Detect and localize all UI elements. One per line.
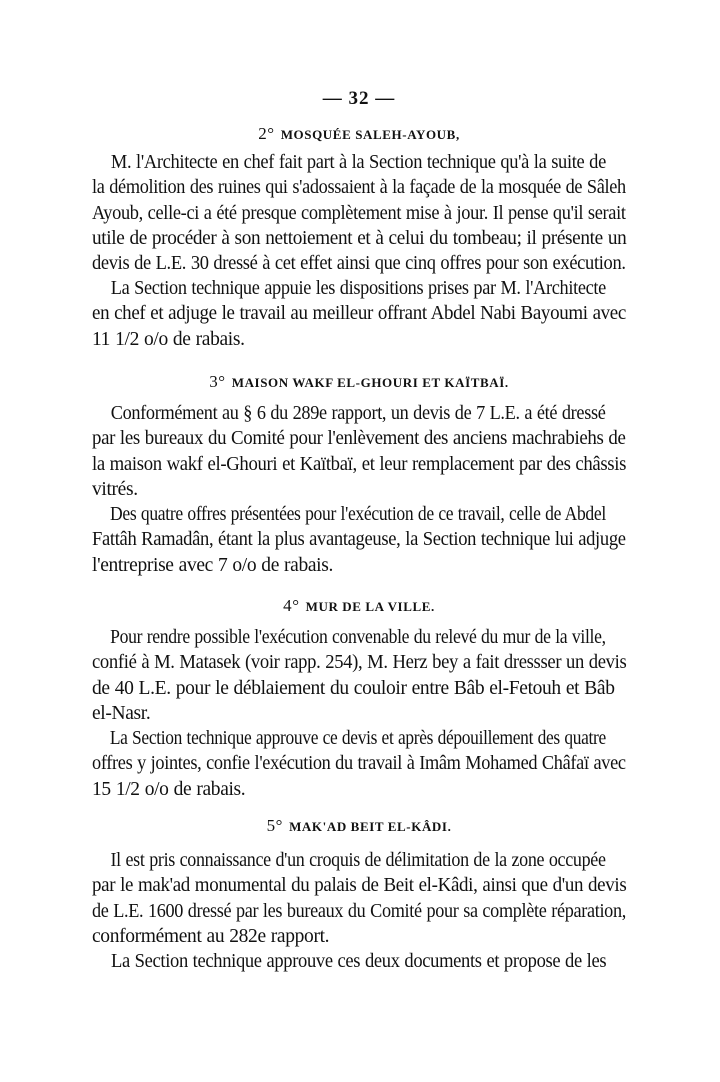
paragraph xyxy=(92,625,626,726)
text-line: utile de procéder à son nettoiement et à celui du tombeau; il présente un xyxy=(92,227,627,249)
text-line: Fattâh Ramadân, étant la plus avantageuse, la Section technique lui adjuge xyxy=(92,529,626,551)
section-title: MUR DE LA VILLE. xyxy=(305,599,435,614)
text-line: La Section technique approuve ce devis et après dépouillement des quatre xyxy=(109,728,606,749)
text-line: 11 1/2 o/o de rabais. xyxy=(92,328,245,350)
section-title: MOSQUÉE SALEH-AYOUB, xyxy=(280,127,460,142)
section-heading-2 xyxy=(92,124,626,144)
paragraph xyxy=(92,150,626,276)
text-line: Conformément au § 6 du 289e rapport, un devis de 7 L.E. a été dressé xyxy=(110,403,606,424)
text-line: l'entreprise avec 7 o/o de rabais. xyxy=(92,554,334,576)
text-line: conformément au 282e rapport. xyxy=(92,925,330,947)
page-number: — 32 — xyxy=(322,88,396,109)
text-line: de L.E. 1600 dressé par les bureaux du Comité pour sa complète réparation, xyxy=(92,900,626,922)
text-line: la maison wakf el-Ghouri et Kaïtbaï, et leur remplacement par des châssis xyxy=(92,453,627,475)
section-title: MAISON WAKF EL-GHOURI ET KAÏTBAÏ. xyxy=(231,375,509,390)
text-line: vitrés. xyxy=(92,478,138,500)
section-number: 3° xyxy=(209,372,226,391)
text-line: en chef et adjuge le travail au meilleur offrant Abdel Nabi Bayoumi avec xyxy=(92,303,626,325)
paragraph xyxy=(92,949,626,974)
text-line: Ayoub, celle-ci a été presque complètement mise à jour. Il pense qu'il serait xyxy=(92,202,626,224)
paragraph xyxy=(92,726,626,802)
section-heading-3 xyxy=(92,372,626,392)
section-heading-4 xyxy=(92,596,626,616)
paragraph xyxy=(92,401,626,502)
text-line: de 40 L.E. pour le déblaiement du couloir entre Bâb el-Fetouh et Bâb xyxy=(92,677,615,699)
section-number: 5° xyxy=(266,816,284,835)
section-number: 4° xyxy=(283,596,300,615)
section-title: MAK'AD BEIT EL-KÂDI. xyxy=(289,819,452,834)
paragraph xyxy=(92,502,626,578)
text-line: Pour rendre possible l'exécution convenable du relevé du mur de la ville, xyxy=(110,627,606,648)
section-heading-5 xyxy=(92,816,626,836)
text-line: par le mak'ad monumental du palais de Beit el-Kâdi, ainsi que d'un devis xyxy=(92,875,627,897)
text-line: La Section technique approuve ces deux documents et propose de les xyxy=(111,951,607,972)
paragraph xyxy=(92,276,626,352)
text-line: Il est pris connaissance d'un croquis de délimitation de la zone occupée xyxy=(110,850,606,871)
text-line: M. l'Architecte en chef fait part à la Section technique qu'à la suite de xyxy=(110,152,606,173)
text-line: offres y jointes, confie l'exécution du travail à Imâm Mohamed Châfaï avec xyxy=(92,753,626,775)
text-line: Des quatre offres présentées pour l'exécution de ce travail, celle de Abdel xyxy=(110,504,606,525)
text-line: confié à M. Matasek (voir rapp. 254), M. Herz bey a fait dressser un devis xyxy=(92,652,627,674)
text-line: el-Nasr. xyxy=(92,702,151,724)
section-number: 2° xyxy=(258,124,275,143)
paragraph xyxy=(92,848,626,949)
text-line: par les bureaux du Comité pour l'enlèvement des anciens machrabiehs de xyxy=(92,428,626,450)
text-line: 15 1/2 o/o de rabais. xyxy=(92,778,246,800)
text-line: La Section technique appuie les dispositions prises par M. l'Architecte xyxy=(110,278,606,299)
text-line: devis de L.E. 30 dressé à cet effet ainsi que cinq offres pour son exécution. xyxy=(92,253,626,275)
text-line: la démolition des ruines qui s'adossaient à la façade de la mosquée de Sâleh xyxy=(92,177,626,199)
